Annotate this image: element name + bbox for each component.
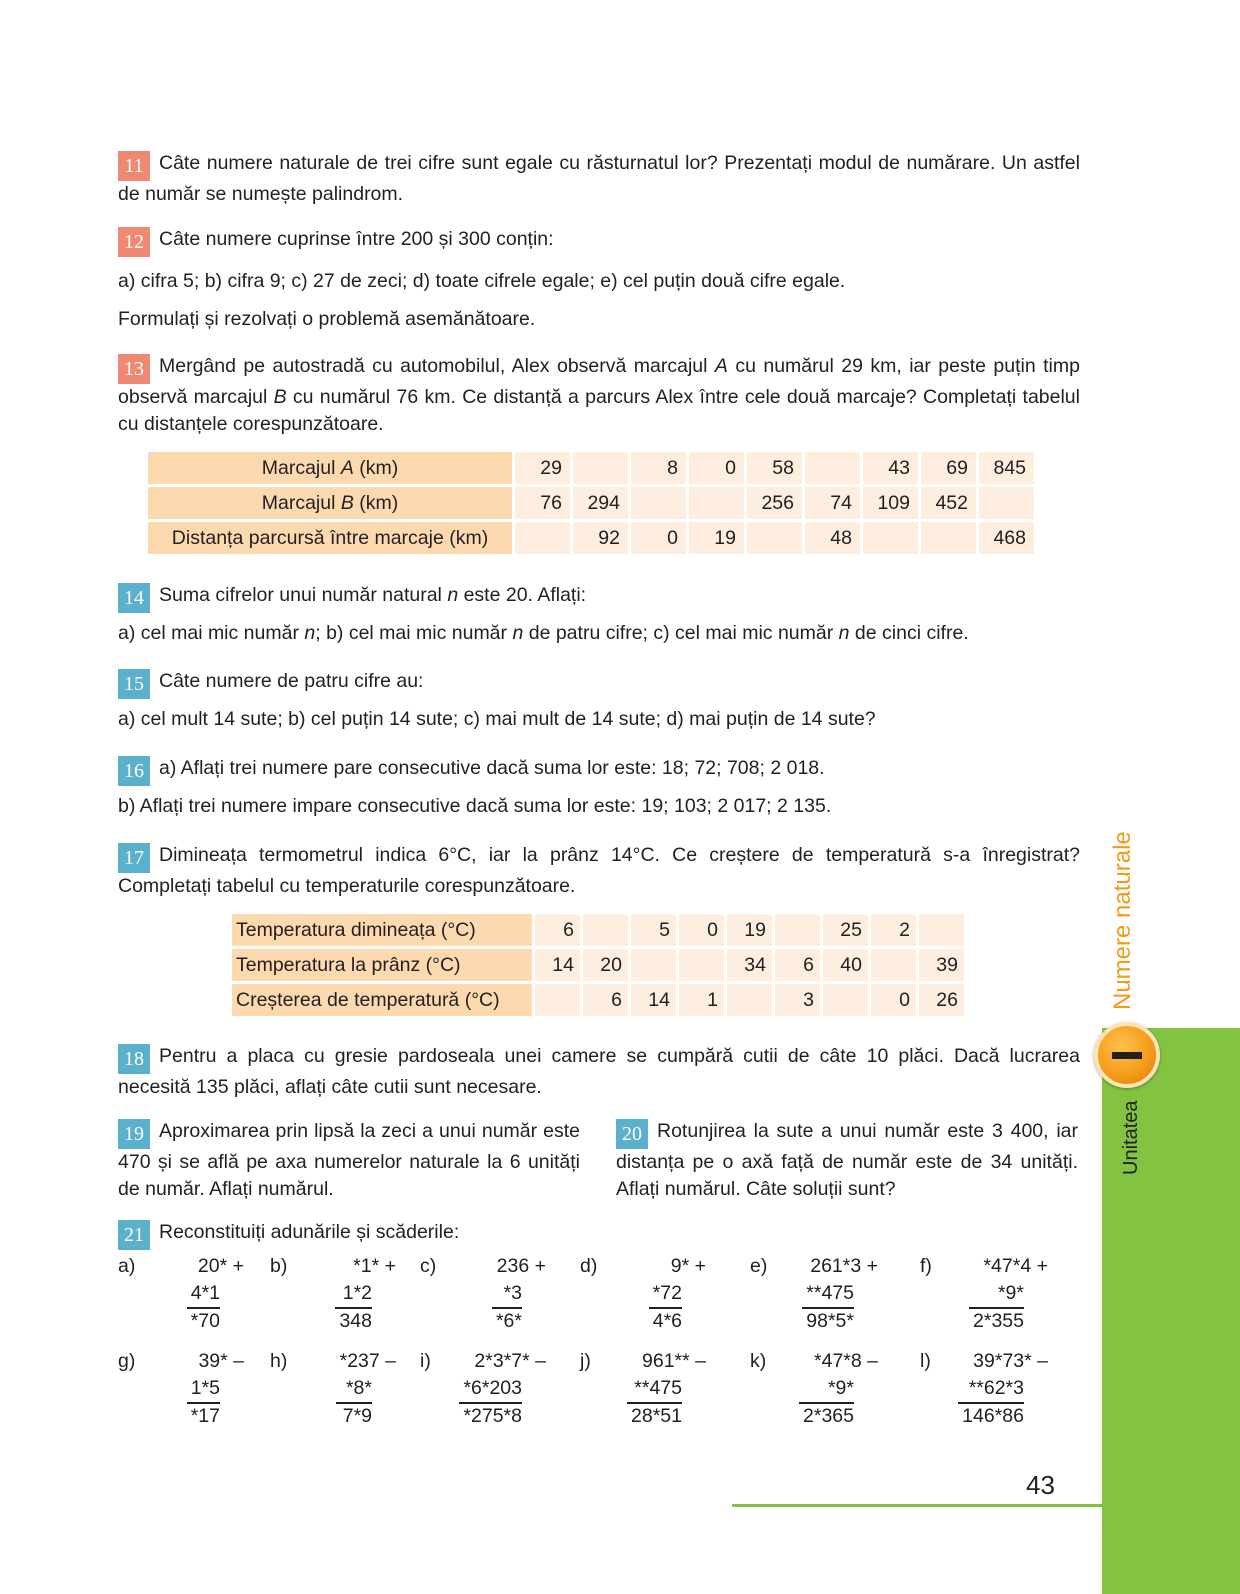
problem-text: Pentru a placa cu gresie pardoseala unei camere se cumpără cutii de câte 10 plăci. Dacă lucrarea necesită 135 plăci, aflați câte cutii sunt necesare. <box>118 1045 1080 1098</box>
problem-15 <box>118 668 1080 699</box>
operand-top: 9* + <box>670 1255 706 1277</box>
problem-number-badge: 14 <box>118 583 150 613</box>
operand-bottom: **475 <box>806 1282 854 1304</box>
problem-12-task: Formulați și rezolvați o problemă asemănătoare. <box>118 308 536 330</box>
table-cell: 26 <box>919 984 964 1016</box>
operation-h <box>270 1348 396 1432</box>
table-cell <box>631 949 676 981</box>
operand-bottom: *9* <box>827 1377 854 1399</box>
operation-k <box>750 1348 878 1432</box>
table-row <box>148 522 1034 554</box>
problem-12 <box>118 226 1080 257</box>
chapter-title: Numere naturale <box>1109 831 1136 1010</box>
table-cell: 14 <box>535 949 580 981</box>
table-cell: 2 <box>871 914 916 946</box>
table-cell: 76 <box>515 487 570 519</box>
table-cell: 6 <box>535 914 580 946</box>
problem-11 <box>118 150 1080 208</box>
problem-15-options: a) cel mult 14 sute; b) cel puțin 14 sute; c) mai mult de 14 sute; d) mai puțin de 14 sute? <box>118 708 876 730</box>
operation-result: 7*9 <box>336 1402 372 1429</box>
row-header: Marcajul A (km) <box>148 452 512 484</box>
operation-result: 4*6 <box>649 1307 682 1334</box>
table-row <box>232 984 964 1016</box>
table-cell: 0 <box>679 914 724 946</box>
table-cell: 109 <box>863 487 918 519</box>
operand-top: *47*8 – <box>814 1350 878 1372</box>
problem-text: Rotunjirea la sute a unui număr este 3 400, iar distanța pe o axă față de număr este de 34 unități. Aflați numărul. Câte soluții sunt? <box>616 1120 1078 1200</box>
marker-a: A <box>714 355 728 377</box>
operand-top: 2*3*7* – <box>474 1350 546 1372</box>
problem-text: Câte numere cuprinse între 200 și 300 conțin: <box>159 228 554 250</box>
row-header: Temperatura dimineața (°C) <box>232 914 532 946</box>
problem-14-options: a) cel mai mic număr n; b) cel mai mic număr n de patru cifre; c) cel mai mic număr n de cinci cifre. <box>118 622 969 644</box>
problem-14 <box>118 582 1080 613</box>
problem-text: Mergând pe autostradă cu automobilul, Alex observă marcajul <box>159 355 715 377</box>
table-cell: 294 <box>573 487 628 519</box>
problem-number-badge: 11 <box>118 151 150 181</box>
table-cell: 48 <box>805 522 860 554</box>
table-cell: 19 <box>727 914 772 946</box>
problem-17 <box>118 842 1080 900</box>
table-cell: 34 <box>727 949 772 981</box>
page-number: 43 <box>1026 1470 1055 1500</box>
operation-result: *6* <box>492 1307 522 1334</box>
problem-number-badge: 18 <box>118 1044 150 1074</box>
table-cell: 452 <box>921 487 976 519</box>
problem-text: cu numărul 76 km. Ce distanță a parcurs Alex între cele două marcaje? Completați tabelul cu distanțele corespunzătoare. <box>118 386 1080 435</box>
problem-number-badge: 21 <box>118 1220 150 1250</box>
table-cell <box>871 949 916 981</box>
distance-table <box>145 449 1037 557</box>
table-cell <box>515 522 570 554</box>
table-cell: 468 <box>979 522 1034 554</box>
table-row <box>232 914 964 946</box>
operation-label: l) <box>920 1350 931 1372</box>
operand-top: 39*73* – <box>973 1350 1048 1372</box>
table-cell <box>631 487 686 519</box>
operand-bottom: 1*5 <box>190 1377 220 1399</box>
table-cell: 0 <box>871 984 916 1016</box>
operand-top: 961** – <box>642 1350 706 1372</box>
problem-13 <box>118 353 1080 438</box>
temperature-table <box>229 911 967 1019</box>
problem-number-badge: 20 <box>616 1119 648 1149</box>
operation-label: a) <box>118 1255 136 1277</box>
operation-label: c) <box>420 1255 437 1277</box>
operation-label: d) <box>580 1255 598 1277</box>
operation-i <box>420 1348 546 1432</box>
problem-text: cu numărul 29 km, iar peste puțin timp observă marcajul <box>118 355 1080 408</box>
table-cell <box>979 487 1034 519</box>
operation-label: j) <box>580 1350 591 1372</box>
problem-number-badge: 12 <box>118 227 150 257</box>
table-cell: 29 <box>515 452 570 484</box>
table-cell: 40 <box>823 949 868 981</box>
table-cell <box>679 949 724 981</box>
problem-text: Câte numere naturale de trei cifre sunt egale cu răsturnatul lor? Prezentați modul de numărare. Un astfel de număr se numește palindrom. <box>118 152 1080 205</box>
table-cell: 74 <box>805 487 860 519</box>
operand-top: *237 – <box>339 1350 396 1372</box>
table-cell: 14 <box>631 984 676 1016</box>
problem-text: Câte numere de patru cifre au: <box>159 670 424 692</box>
table-cell: 0 <box>689 452 744 484</box>
problem-text: Dimineața termometrul indica 6°C, iar la prânz 14°C. Ce creștere de temperatură s-a înregistrat? Completați tabelul cu temperaturile corespunzătoare. <box>118 844 1080 897</box>
operation-e <box>750 1253 878 1337</box>
row-header: Marcajul B (km) <box>148 487 512 519</box>
operation-b <box>270 1253 396 1337</box>
problem-number-badge: 16 <box>118 756 150 786</box>
operation-label: h) <box>270 1350 288 1372</box>
operation-result: *275*8 <box>459 1402 522 1429</box>
operation-result: 98*5* <box>802 1307 854 1334</box>
problem-text: Reconstituiți adunările și scăderile: <box>159 1221 460 1243</box>
table-cell <box>919 914 964 946</box>
operation-label: b) <box>270 1255 288 1277</box>
table-cell: 845 <box>979 452 1034 484</box>
problem-text: este 20. Aflați: <box>458 584 587 606</box>
operand-bottom: *72 <box>652 1282 682 1304</box>
operand-top: *1* + <box>353 1255 396 1277</box>
table-cell <box>583 914 628 946</box>
problem-20 <box>616 1118 1078 1203</box>
problem-16-part-b: b) Aflați trei numere impare consecutive dacă suma lor este: 19; 103; 2 017; 2 135. <box>118 795 832 817</box>
table-cell: 58 <box>747 452 802 484</box>
table-cell <box>775 914 820 946</box>
unit-number-badge <box>1094 1022 1160 1088</box>
table-cell: 1 <box>679 984 724 1016</box>
operation-label: i) <box>420 1350 431 1372</box>
problem-19 <box>118 1118 580 1203</box>
table-cell: 19 <box>689 522 744 554</box>
operand-top: *47*4 + <box>983 1255 1048 1277</box>
table-cell <box>805 452 860 484</box>
table-row <box>148 487 1034 519</box>
operation-result: 2*365 <box>799 1402 854 1429</box>
problem-number-badge: 17 <box>118 843 150 873</box>
operand-bottom: *9* <box>997 1282 1024 1304</box>
table-cell: 0 <box>631 522 686 554</box>
table-cell <box>823 984 868 1016</box>
operation-result: 146*86 <box>958 1402 1024 1429</box>
operation-result: *17 <box>187 1402 220 1429</box>
table-row <box>148 452 1034 484</box>
operand-bottom: **475 <box>634 1377 682 1399</box>
operation-c <box>420 1253 546 1337</box>
operation-label: e) <box>750 1255 768 1277</box>
problem-21 <box>118 1219 1080 1250</box>
operation-result: 348 <box>335 1307 372 1334</box>
table-cell <box>747 522 802 554</box>
operand-top: 261*3 + <box>810 1255 878 1277</box>
problem-text: a) Aflați trei numere pare consecutive dacă suma lor este: 18; 72; 708; 2 018. <box>159 757 825 779</box>
problem-text: Suma cifrelor unui număr natural <box>159 584 448 606</box>
problem-18 <box>118 1043 1080 1101</box>
operand-top: 236 + <box>496 1255 546 1277</box>
table-cell: 43 <box>863 452 918 484</box>
table-cell: 39 <box>919 949 964 981</box>
problem-text: Aproximarea prin lipsă la zeci a unui număr este 470 și se află pe axa numerelor naturale la 6 unități de număr. Aflați numărul. <box>118 1120 580 1200</box>
unit-label: Unitatea <box>1120 1100 1142 1175</box>
table-cell: 20 <box>583 949 628 981</box>
problem-16 <box>118 755 1080 786</box>
table-cell <box>573 452 628 484</box>
table-cell <box>863 522 918 554</box>
row-header: Temperatura la prânz (°C) <box>232 949 532 981</box>
operation-g <box>118 1348 244 1432</box>
row-header: Creșterea de temperatură (°C) <box>232 984 532 1016</box>
table-cell: 5 <box>631 914 676 946</box>
row-header: Distanța parcursă între marcaje (km) <box>148 522 512 554</box>
roman-numeral-icon <box>1112 1052 1142 1059</box>
table-cell <box>535 984 580 1016</box>
table-cell: 6 <box>775 949 820 981</box>
footer-divider <box>732 1504 1104 1507</box>
operation-result: *70 <box>187 1307 220 1334</box>
operation-label: f) <box>920 1255 932 1277</box>
problem-number-badge: 13 <box>118 354 150 384</box>
operation-j <box>580 1348 706 1432</box>
problem-number-badge: 19 <box>118 1119 150 1149</box>
table-cell: 3 <box>775 984 820 1016</box>
problem-12-options: a) cifra 5; b) cifra 9; c) 27 de zeci; d) toate cifrele egale; e) cel puțin două cifre egale. <box>118 270 846 292</box>
operation-label: g) <box>118 1350 136 1372</box>
table-cell: 8 <box>631 452 686 484</box>
table-cell: 92 <box>573 522 628 554</box>
operand-bottom: **62*3 <box>968 1377 1024 1399</box>
operation-result: 2*355 <box>969 1307 1024 1334</box>
table-cell <box>689 487 744 519</box>
operation-f <box>920 1253 1048 1337</box>
table-cell <box>921 522 976 554</box>
table-cell: 69 <box>921 452 976 484</box>
table-cell: 6 <box>583 984 628 1016</box>
operand-bottom: *8* <box>345 1377 372 1399</box>
variable-n: n <box>447 584 459 606</box>
table-cell: 256 <box>747 487 802 519</box>
operation-result: 28*51 <box>627 1402 682 1429</box>
operation-label: k) <box>750 1350 767 1372</box>
operation-l <box>920 1348 1048 1432</box>
operand-bottom: *6*203 <box>463 1377 522 1399</box>
problem-number-badge: 15 <box>118 669 150 699</box>
operand-bottom: 4*1 <box>190 1282 220 1304</box>
table-cell <box>727 984 772 1016</box>
operand-bottom: 1*2 <box>342 1282 372 1304</box>
operation-d <box>580 1253 706 1337</box>
operand-top: 20* + <box>197 1255 244 1277</box>
table-cell: 25 <box>823 914 868 946</box>
marker-b: B <box>273 386 287 408</box>
table-row <box>232 949 964 981</box>
operation-a <box>118 1253 244 1337</box>
operand-top: 39* – <box>198 1350 244 1372</box>
operand-bottom: *3 <box>503 1282 522 1304</box>
